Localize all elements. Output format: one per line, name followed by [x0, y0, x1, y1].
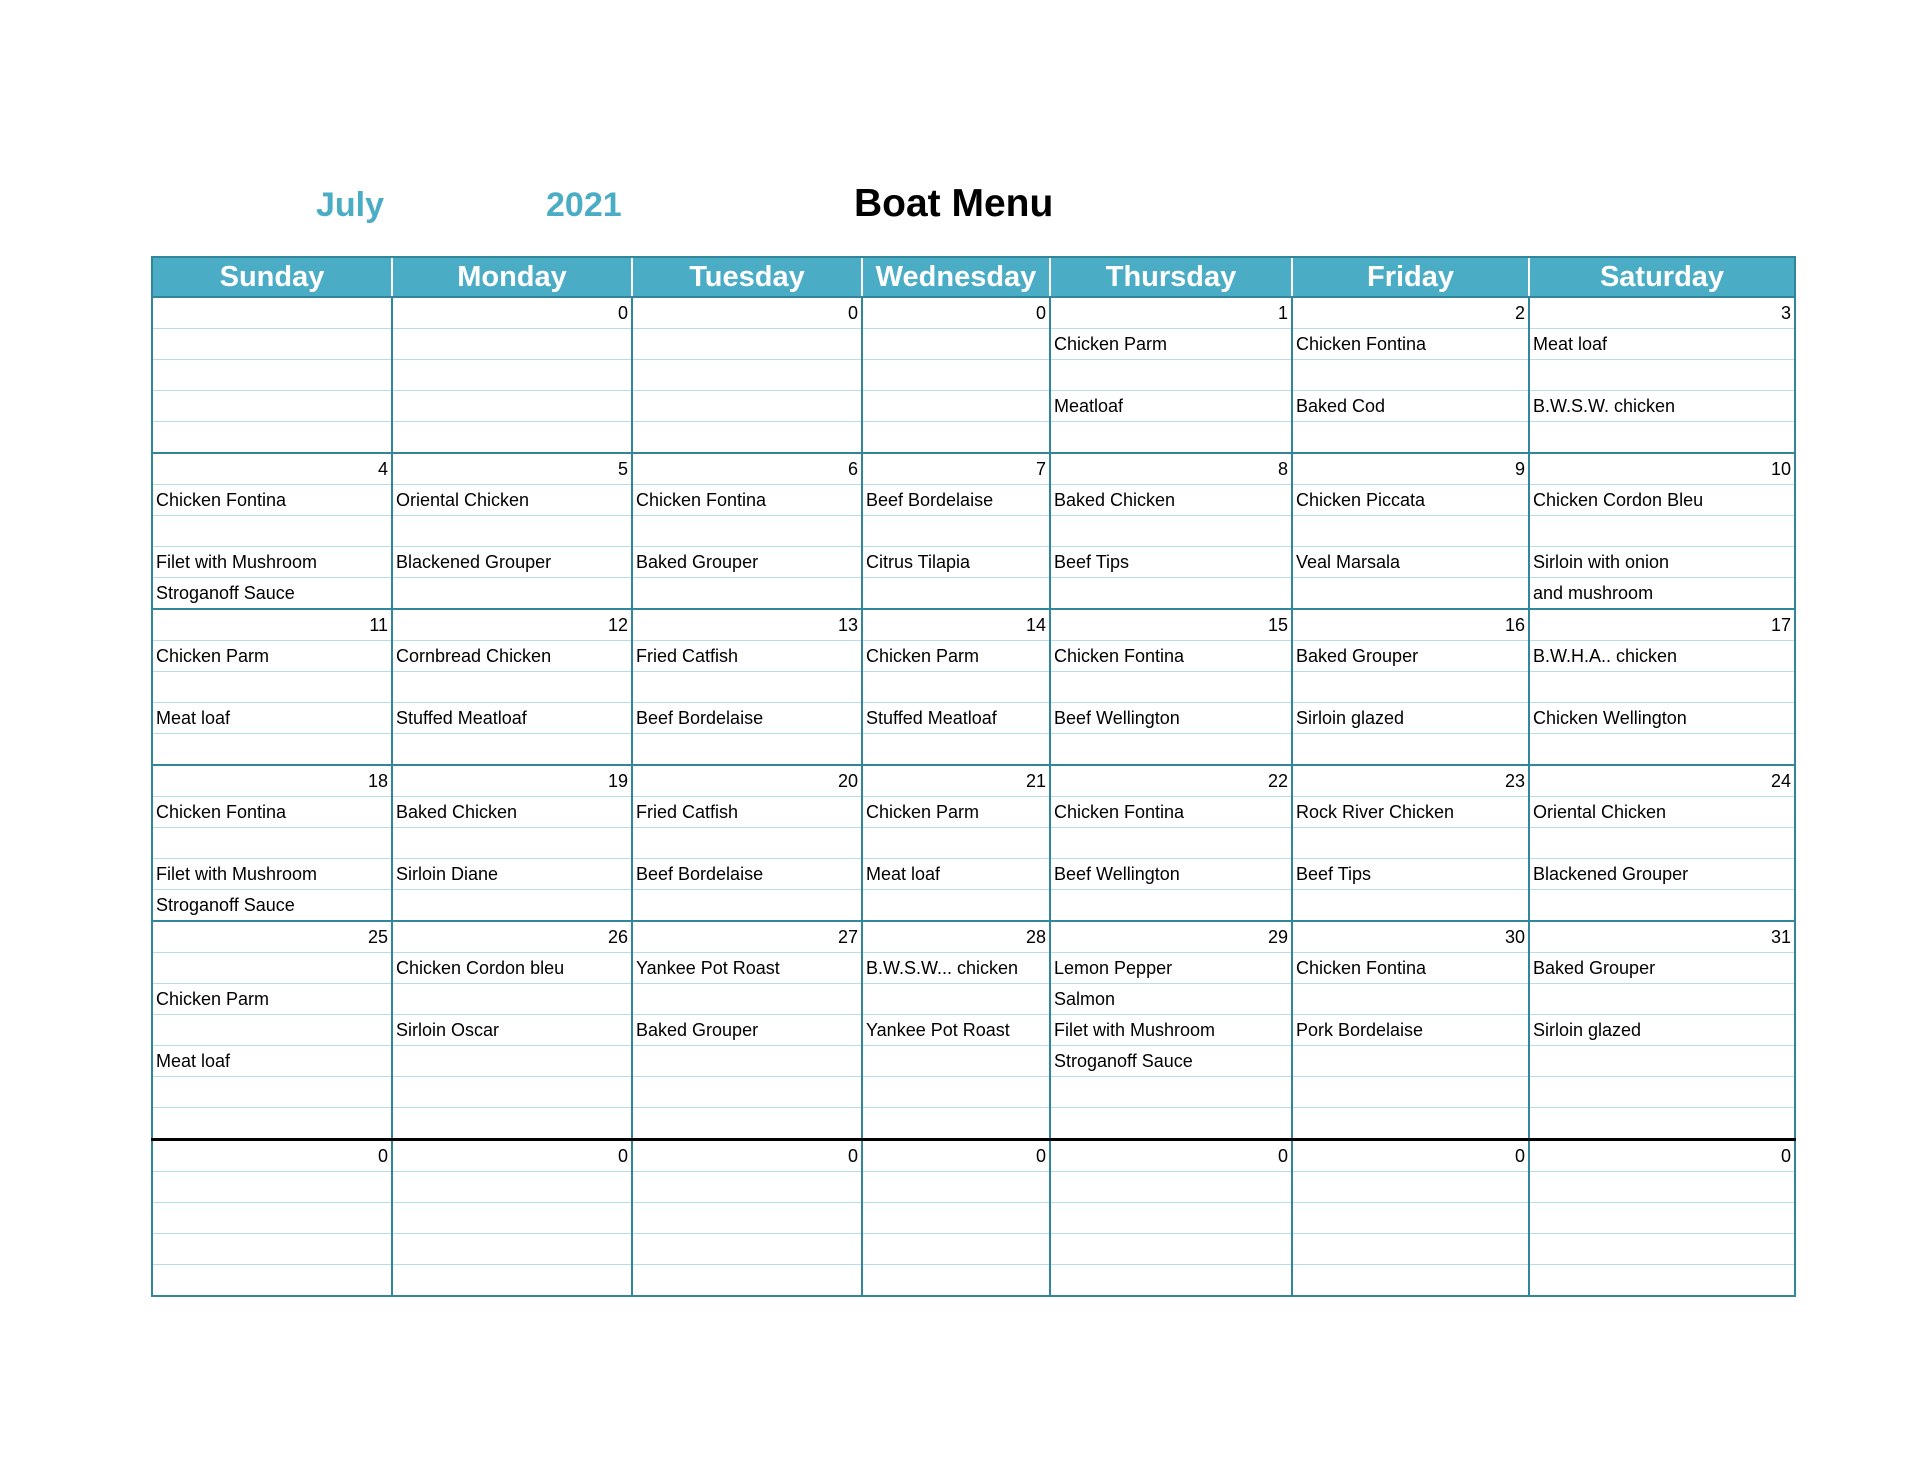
menu-item — [862, 828, 1050, 859]
day-number: 7 — [862, 453, 1050, 485]
menu-item — [1529, 1234, 1795, 1265]
menu-item: Stuffed Meatloaf — [862, 703, 1050, 734]
menu-item: Baked Grouper — [632, 547, 862, 578]
menu-item — [862, 1203, 1050, 1234]
menu-item: Baked Chicken — [392, 797, 632, 828]
menu-item — [152, 516, 392, 547]
day-number: 27 — [632, 921, 862, 953]
menu-line-row — [152, 422, 1795, 454]
menu-item: Stroganoff Sauce — [1050, 1046, 1292, 1077]
day-number: 0 — [862, 1140, 1050, 1172]
menu-item: Sirloin Diane — [392, 859, 632, 890]
menu-item: Yankee Pot Roast — [862, 1015, 1050, 1046]
week-date-row — [152, 297, 1795, 329]
menu-item — [632, 1234, 862, 1265]
menu-item: Cornbread Chicken — [392, 641, 632, 672]
menu-item — [632, 422, 862, 454]
menu-item — [1292, 1108, 1529, 1140]
menu-item — [392, 1234, 632, 1265]
menu-item — [632, 1108, 862, 1140]
menu-item — [152, 1077, 392, 1108]
menu-item — [1529, 828, 1795, 859]
day-number: 5 — [392, 453, 632, 485]
day-number: 10 — [1529, 453, 1795, 485]
menu-item — [1050, 672, 1292, 703]
weekday-header: Sunday — [152, 257, 392, 297]
menu-item — [632, 672, 862, 703]
menu-item — [632, 516, 862, 547]
day-number: 21 — [862, 765, 1050, 797]
menu-item — [1050, 578, 1292, 610]
menu-item — [1529, 1172, 1795, 1203]
menu-line-row — [152, 703, 1795, 734]
month-label: July — [316, 186, 385, 224]
menu-item: and mushroom — [1529, 578, 1795, 610]
menu-item: Oriental Chicken — [1529, 797, 1795, 828]
menu-item: Filet with Mushroom — [152, 859, 392, 890]
menu-line-row — [152, 329, 1795, 360]
menu-item: Baked Grouper — [632, 1015, 862, 1046]
menu-item — [392, 1108, 632, 1140]
menu-item: Baked Grouper — [1292, 641, 1529, 672]
menu-item — [862, 890, 1050, 922]
menu-line-row — [152, 1046, 1795, 1077]
day-number: 31 — [1529, 921, 1795, 953]
menu-item — [152, 329, 392, 360]
day-number: 0 — [152, 1140, 392, 1172]
menu-item: Sirloin Oscar — [392, 1015, 632, 1046]
menu-item — [1292, 360, 1529, 391]
menu-item — [862, 1172, 1050, 1203]
menu-item: Salmon — [1050, 984, 1292, 1015]
weekday-header: Monday — [392, 257, 632, 297]
day-number: 30 — [1292, 921, 1529, 953]
day-number: 0 — [632, 1140, 862, 1172]
menu-item: Stuffed Meatloaf — [392, 703, 632, 734]
weekday-header: Thursday — [1050, 257, 1292, 297]
menu-item: Chicken Parm — [862, 641, 1050, 672]
menu-item — [1529, 422, 1795, 454]
menu-item: Meat loaf — [862, 859, 1050, 890]
menu-item: Chicken Fontina — [1050, 797, 1292, 828]
menu-item: Chicken Cordon Bleu — [1529, 485, 1795, 516]
day-number: 14 — [862, 609, 1050, 641]
menu-item — [392, 1172, 632, 1203]
day-number: 29 — [1050, 921, 1292, 953]
menu-item: Beef Tips — [1292, 859, 1529, 890]
menu-item: Baked Grouper — [1529, 953, 1795, 984]
menu-line-row — [152, 859, 1795, 890]
menu-item: Chicken Fontina — [152, 485, 392, 516]
menu-item — [1292, 984, 1529, 1015]
menu-item — [1529, 1203, 1795, 1234]
menu-item — [152, 734, 392, 766]
menu-item — [862, 984, 1050, 1015]
menu-item — [632, 828, 862, 859]
menu-item — [152, 1265, 392, 1297]
menu-item — [862, 329, 1050, 360]
menu-item: Beef Wellington — [1050, 859, 1292, 890]
menu-item — [862, 1077, 1050, 1108]
menu-item — [1050, 516, 1292, 547]
menu-item: Filet with Mushroom — [152, 547, 392, 578]
menu-item — [632, 1265, 862, 1297]
page-title: Boat Menu — [854, 182, 1054, 225]
menu-item — [632, 1046, 862, 1077]
menu-item — [1292, 1203, 1529, 1234]
menu-item: Pork Bordelaise — [1292, 1015, 1529, 1046]
menu-item: Chicken Parm — [862, 797, 1050, 828]
menu-item — [152, 1203, 392, 1234]
menu-item: Chicken Fontina — [1292, 953, 1529, 984]
menu-item — [862, 1108, 1050, 1140]
day-number: 0 — [392, 297, 632, 329]
menu-item — [1050, 734, 1292, 766]
menu-item — [392, 1203, 632, 1234]
menu-item — [632, 984, 862, 1015]
menu-item — [1050, 828, 1292, 859]
menu-line-row — [152, 547, 1795, 578]
menu-item — [392, 828, 632, 859]
menu-item — [392, 578, 632, 610]
day-number: 24 — [1529, 765, 1795, 797]
menu-item — [632, 890, 862, 922]
day-number: 4 — [152, 453, 392, 485]
menu-line-row — [152, 890, 1795, 922]
menu-item — [1292, 1265, 1529, 1297]
menu-item: Chicken Parm — [152, 984, 392, 1015]
menu-item: Beef Bordelaise — [862, 485, 1050, 516]
menu-line-row — [152, 1077, 1795, 1108]
menu-item: Stroganoff Sauce — [152, 890, 392, 922]
day-number: 0 — [862, 297, 1050, 329]
menu-item: Chicken Fontina — [632, 485, 862, 516]
menu-item: Baked Chicken — [1050, 485, 1292, 516]
menu-item: Sirloin glazed — [1529, 1015, 1795, 1046]
menu-item: Yankee Pot Roast — [632, 953, 862, 984]
menu-item — [152, 391, 392, 422]
menu-item — [1292, 1077, 1529, 1108]
menu-item: Chicken Fontina — [152, 797, 392, 828]
menu-item — [1050, 1108, 1292, 1140]
menu-item: Chicken Cordon bleu — [392, 953, 632, 984]
week-date-row — [152, 921, 1795, 953]
menu-item — [1292, 516, 1529, 547]
menu-item — [862, 672, 1050, 703]
weekday-header: Wednesday — [862, 257, 1050, 297]
menu-item — [1292, 1234, 1529, 1265]
menu-item — [152, 422, 392, 454]
menu-item — [1050, 360, 1292, 391]
menu-line-row — [152, 797, 1795, 828]
menu-item — [632, 734, 862, 766]
menu-item: Blackened Grouper — [392, 547, 632, 578]
menu-item — [1050, 890, 1292, 922]
menu-item — [862, 578, 1050, 610]
menu-item — [632, 578, 862, 610]
menu-item — [152, 360, 392, 391]
menu-item — [1529, 1108, 1795, 1140]
menu-item — [862, 734, 1050, 766]
menu-item — [1529, 1265, 1795, 1297]
menu-item — [392, 360, 632, 391]
menu-item — [1292, 422, 1529, 454]
menu-item: Rock River Chicken — [1292, 797, 1529, 828]
year-label: 2021 — [546, 186, 622, 224]
menu-line-row — [152, 360, 1795, 391]
week-date-row — [152, 765, 1795, 797]
menu-item — [1292, 1046, 1529, 1077]
menu-item — [392, 1077, 632, 1108]
week-date-row — [152, 609, 1795, 641]
menu-item — [862, 1265, 1050, 1297]
menu-item: Oriental Chicken — [392, 485, 632, 516]
day-number: 0 — [1292, 1140, 1529, 1172]
weekday-header: Tuesday — [632, 257, 862, 297]
menu-item: Chicken Piccata — [1292, 485, 1529, 516]
menu-item: Stroganoff Sauce — [152, 578, 392, 610]
weekday-header: Saturday — [1529, 257, 1795, 297]
menu-item — [1292, 578, 1529, 610]
menu-item: Fried Catfish — [632, 641, 862, 672]
menu-item — [632, 360, 862, 391]
menu-line-row — [152, 1234, 1795, 1265]
weekday-header: Friday — [1292, 257, 1529, 297]
menu-item: Chicken Fontina — [1050, 641, 1292, 672]
menu-item — [1529, 1046, 1795, 1077]
calendar-title-row — [0, 0, 1920, 240]
menu-line-row — [152, 641, 1795, 672]
day-number — [152, 297, 392, 329]
day-number: 22 — [1050, 765, 1292, 797]
day-number: 0 — [632, 297, 862, 329]
menu-line-row — [152, 1015, 1795, 1046]
menu-item — [392, 1046, 632, 1077]
day-number: 1 — [1050, 297, 1292, 329]
menu-item — [862, 360, 1050, 391]
menu-item — [392, 329, 632, 360]
menu-item — [1529, 672, 1795, 703]
menu-line-row — [152, 1203, 1795, 1234]
menu-line-row — [152, 1108, 1795, 1140]
menu-item — [1529, 360, 1795, 391]
day-number: 20 — [632, 765, 862, 797]
menu-calendar-grid — [151, 256, 1796, 1297]
menu-item: Beef Wellington — [1050, 703, 1292, 734]
week-date-row — [152, 453, 1795, 485]
menu-item — [632, 329, 862, 360]
menu-item: Filet with Mushroom — [1050, 1015, 1292, 1046]
weekday-header-row — [152, 257, 1795, 297]
menu-line-row — [152, 1172, 1795, 1203]
day-number: 18 — [152, 765, 392, 797]
menu-item: Beef Tips — [1050, 547, 1292, 578]
menu-item — [1529, 516, 1795, 547]
menu-item — [1292, 672, 1529, 703]
menu-item — [152, 1172, 392, 1203]
day-number: 15 — [1050, 609, 1292, 641]
menu-item — [632, 391, 862, 422]
menu-item — [392, 890, 632, 922]
menu-line-row — [152, 734, 1795, 766]
day-number: 6 — [632, 453, 862, 485]
menu-item: Baked Cod — [1292, 391, 1529, 422]
menu-item: Veal Marsala — [1292, 547, 1529, 578]
menu-item — [392, 422, 632, 454]
day-number: 28 — [862, 921, 1050, 953]
day-number: 23 — [1292, 765, 1529, 797]
menu-item — [392, 516, 632, 547]
menu-item: Beef Bordelaise — [632, 703, 862, 734]
menu-item: B.W.S.W... chicken — [862, 953, 1050, 984]
menu-item — [632, 1077, 862, 1108]
menu-item — [1292, 734, 1529, 766]
menu-item — [1292, 1172, 1529, 1203]
menu-item: Sirloin with onion — [1529, 547, 1795, 578]
day-number: 19 — [392, 765, 632, 797]
menu-line-row — [152, 578, 1795, 610]
menu-item — [152, 1234, 392, 1265]
day-number: 11 — [152, 609, 392, 641]
menu-line-row — [152, 953, 1795, 984]
menu-item — [152, 828, 392, 859]
menu-line-row — [152, 672, 1795, 703]
day-number: 25 — [152, 921, 392, 953]
menu-item — [1529, 734, 1795, 766]
day-number: 26 — [392, 921, 632, 953]
menu-item: Beef Bordelaise — [632, 859, 862, 890]
menu-item: Sirloin glazed — [1292, 703, 1529, 734]
menu-item — [862, 1046, 1050, 1077]
menu-item — [632, 1203, 862, 1234]
menu-item — [1050, 1077, 1292, 1108]
menu-item — [1529, 984, 1795, 1015]
day-number: 3 — [1529, 297, 1795, 329]
menu-item: Chicken Parm — [152, 641, 392, 672]
menu-item: Meat loaf — [152, 1046, 392, 1077]
day-number: 17 — [1529, 609, 1795, 641]
calendar-body — [152, 297, 1795, 1296]
menu-line-row — [152, 391, 1795, 422]
menu-item: B.W.S.W. chicken — [1529, 391, 1795, 422]
menu-line-row — [152, 516, 1795, 547]
menu-item — [152, 1108, 392, 1140]
menu-item — [1050, 1203, 1292, 1234]
menu-line-row — [152, 984, 1795, 1015]
week-date-row — [152, 1140, 1795, 1172]
day-number: 0 — [1050, 1140, 1292, 1172]
menu-item — [1050, 1265, 1292, 1297]
day-number: 0 — [1529, 1140, 1795, 1172]
menu-item: Chicken Wellington — [1529, 703, 1795, 734]
day-number: 0 — [392, 1140, 632, 1172]
menu-item — [392, 391, 632, 422]
menu-item — [1050, 1234, 1292, 1265]
day-number: 13 — [632, 609, 862, 641]
menu-item — [1529, 890, 1795, 922]
menu-item — [862, 1234, 1050, 1265]
menu-item — [152, 1015, 392, 1046]
menu-item — [1050, 1172, 1292, 1203]
menu-item — [862, 516, 1050, 547]
day-number: 2 — [1292, 297, 1529, 329]
menu-item: Chicken Parm — [1050, 329, 1292, 360]
menu-item — [392, 734, 632, 766]
day-number: 8 — [1050, 453, 1292, 485]
menu-item: Meatloaf — [1050, 391, 1292, 422]
menu-item: B.W.H.A.. chicken — [1529, 641, 1795, 672]
menu-line-row — [152, 1265, 1795, 1297]
day-number: 9 — [1292, 453, 1529, 485]
menu-item — [1292, 890, 1529, 922]
menu-item: Chicken Fontina — [1292, 329, 1529, 360]
menu-item: Blackened Grouper — [1529, 859, 1795, 890]
menu-item: Lemon Pepper — [1050, 953, 1292, 984]
day-number: 12 — [392, 609, 632, 641]
menu-item: Meat loaf — [1529, 329, 1795, 360]
menu-item — [1529, 1077, 1795, 1108]
menu-item: Citrus Tilapia — [862, 547, 1050, 578]
menu-item — [1292, 828, 1529, 859]
menu-item: Fried Catfish — [632, 797, 862, 828]
menu-item — [862, 391, 1050, 422]
menu-item — [862, 422, 1050, 454]
menu-item — [392, 984, 632, 1015]
menu-item — [392, 1265, 632, 1297]
menu-item — [152, 953, 392, 984]
day-number: 16 — [1292, 609, 1529, 641]
menu-item — [392, 672, 632, 703]
menu-item — [632, 1172, 862, 1203]
menu-item: Meat loaf — [152, 703, 392, 734]
menu-line-row — [152, 485, 1795, 516]
menu-line-row — [152, 828, 1795, 859]
menu-item — [152, 672, 392, 703]
menu-item — [1050, 422, 1292, 454]
